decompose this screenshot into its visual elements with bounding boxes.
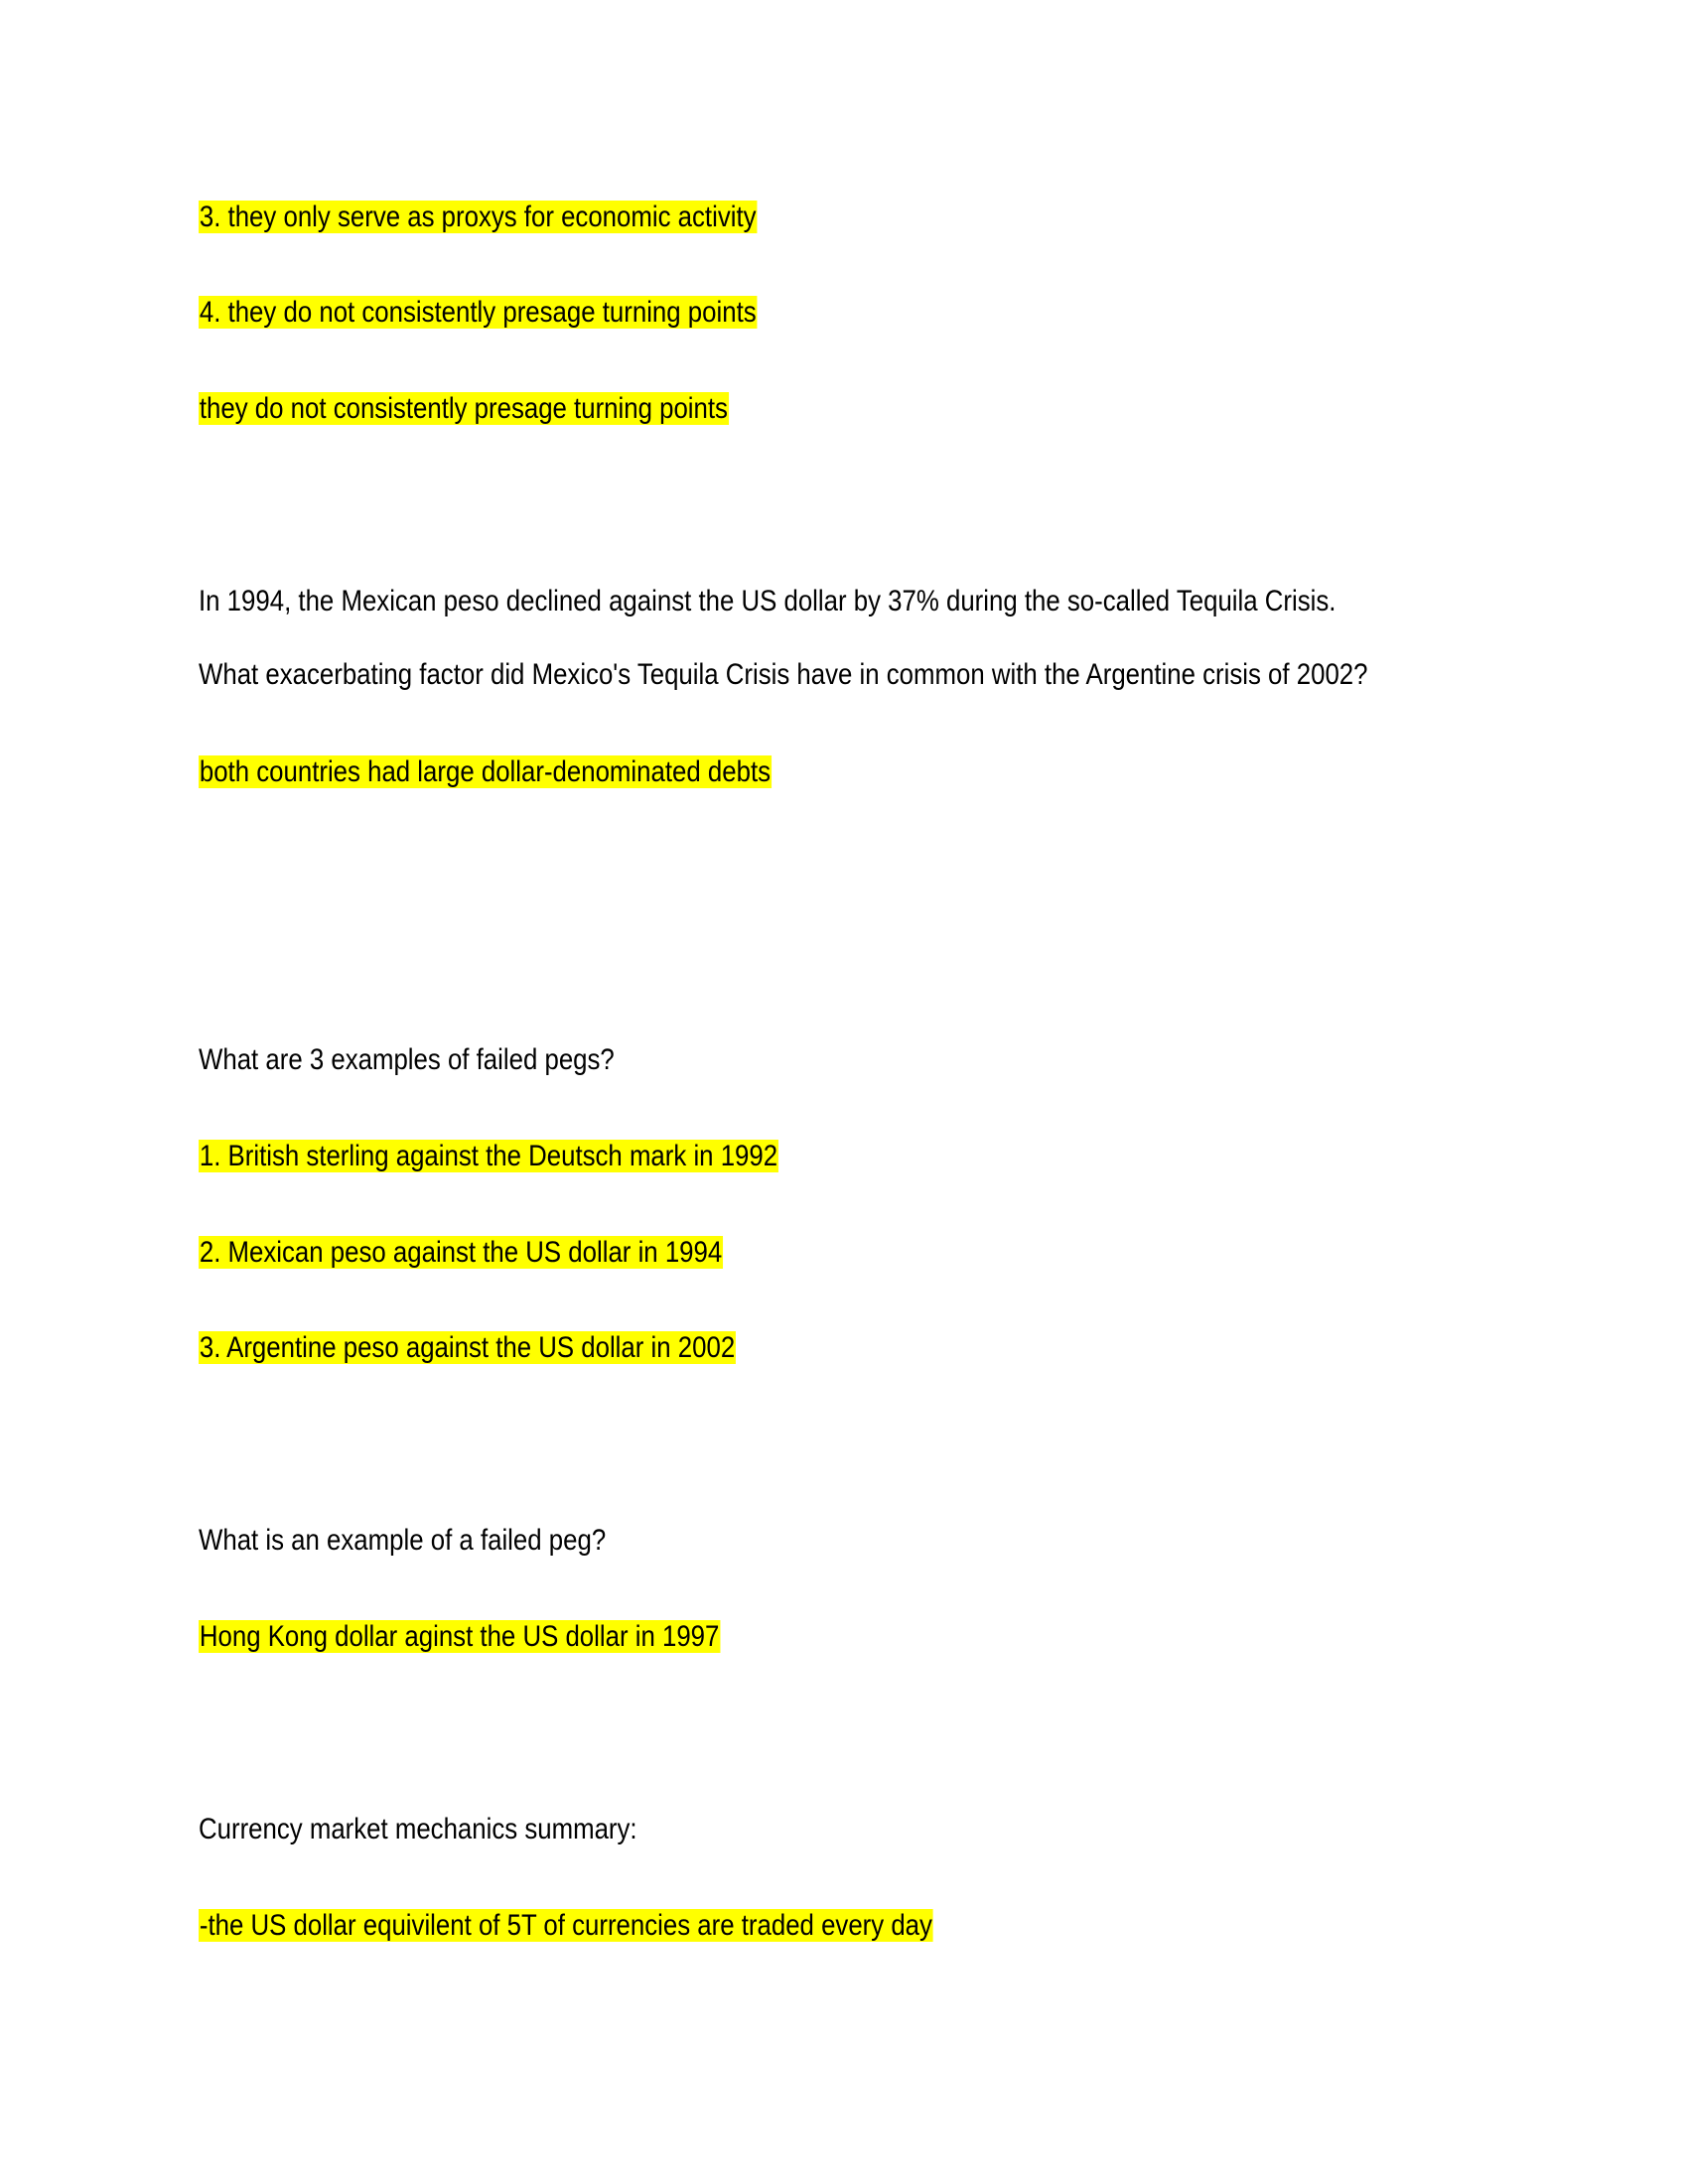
question-text-span: What exacerbating factor did Mexico's Tequila Crisis have in common with the Argentine crisis of 2002? <box>199 658 1368 691</box>
highlighted-answer: -the US dollar equivilent of 5T of currencies are traded every day <box>199 1909 932 1942</box>
question-text-span: What are 3 examples of failed pegs? <box>199 1043 615 1076</box>
question-text <box>199 1041 615 1078</box>
answer-line <box>199 1138 778 1174</box>
answer-line <box>199 1234 723 1271</box>
summary-heading <box>199 1811 637 1847</box>
answer-line <box>199 753 772 790</box>
highlighted-answer: both countries had large dollar-denominated debts <box>199 755 772 788</box>
answer-line <box>199 294 758 331</box>
highlighted-answer: they do not consistently presage turning points <box>199 392 728 425</box>
question-text-span: What is an example of a failed peg? <box>199 1524 607 1557</box>
answer-line <box>199 1618 720 1655</box>
highlighted-answer: 1. British sterling against the Deutsch mark in 1992 <box>199 1140 778 1172</box>
answer-line <box>199 390 729 427</box>
summary-point <box>199 1907 933 1944</box>
highlighted-answer: Hong Kong dollar aginst the US dollar in 1997 <box>199 1620 720 1653</box>
highlighted-answer: 3. they only serve as proxys for economic activity <box>199 201 757 233</box>
highlighted-answer: 2. Mexican peso against the US dollar in 1994 <box>199 1236 723 1269</box>
question-prompt <box>199 583 1336 619</box>
highlighted-answer: 3. Argentine peso against the US dollar in 2002 <box>199 1331 736 1364</box>
question-text <box>199 1522 606 1559</box>
highlighted-answer: 4. they do not consistently presage turning points <box>199 296 757 329</box>
answer-line <box>199 1329 736 1366</box>
summary-heading-text: Currency market mechanics summary: <box>199 1813 637 1845</box>
prompt-text: In 1994, the Mexican peso declined against the US dollar by 37% during the so-called Tequila Crisis. <box>199 585 1336 617</box>
question-text <box>199 656 1368 693</box>
answer-line <box>199 199 757 235</box>
